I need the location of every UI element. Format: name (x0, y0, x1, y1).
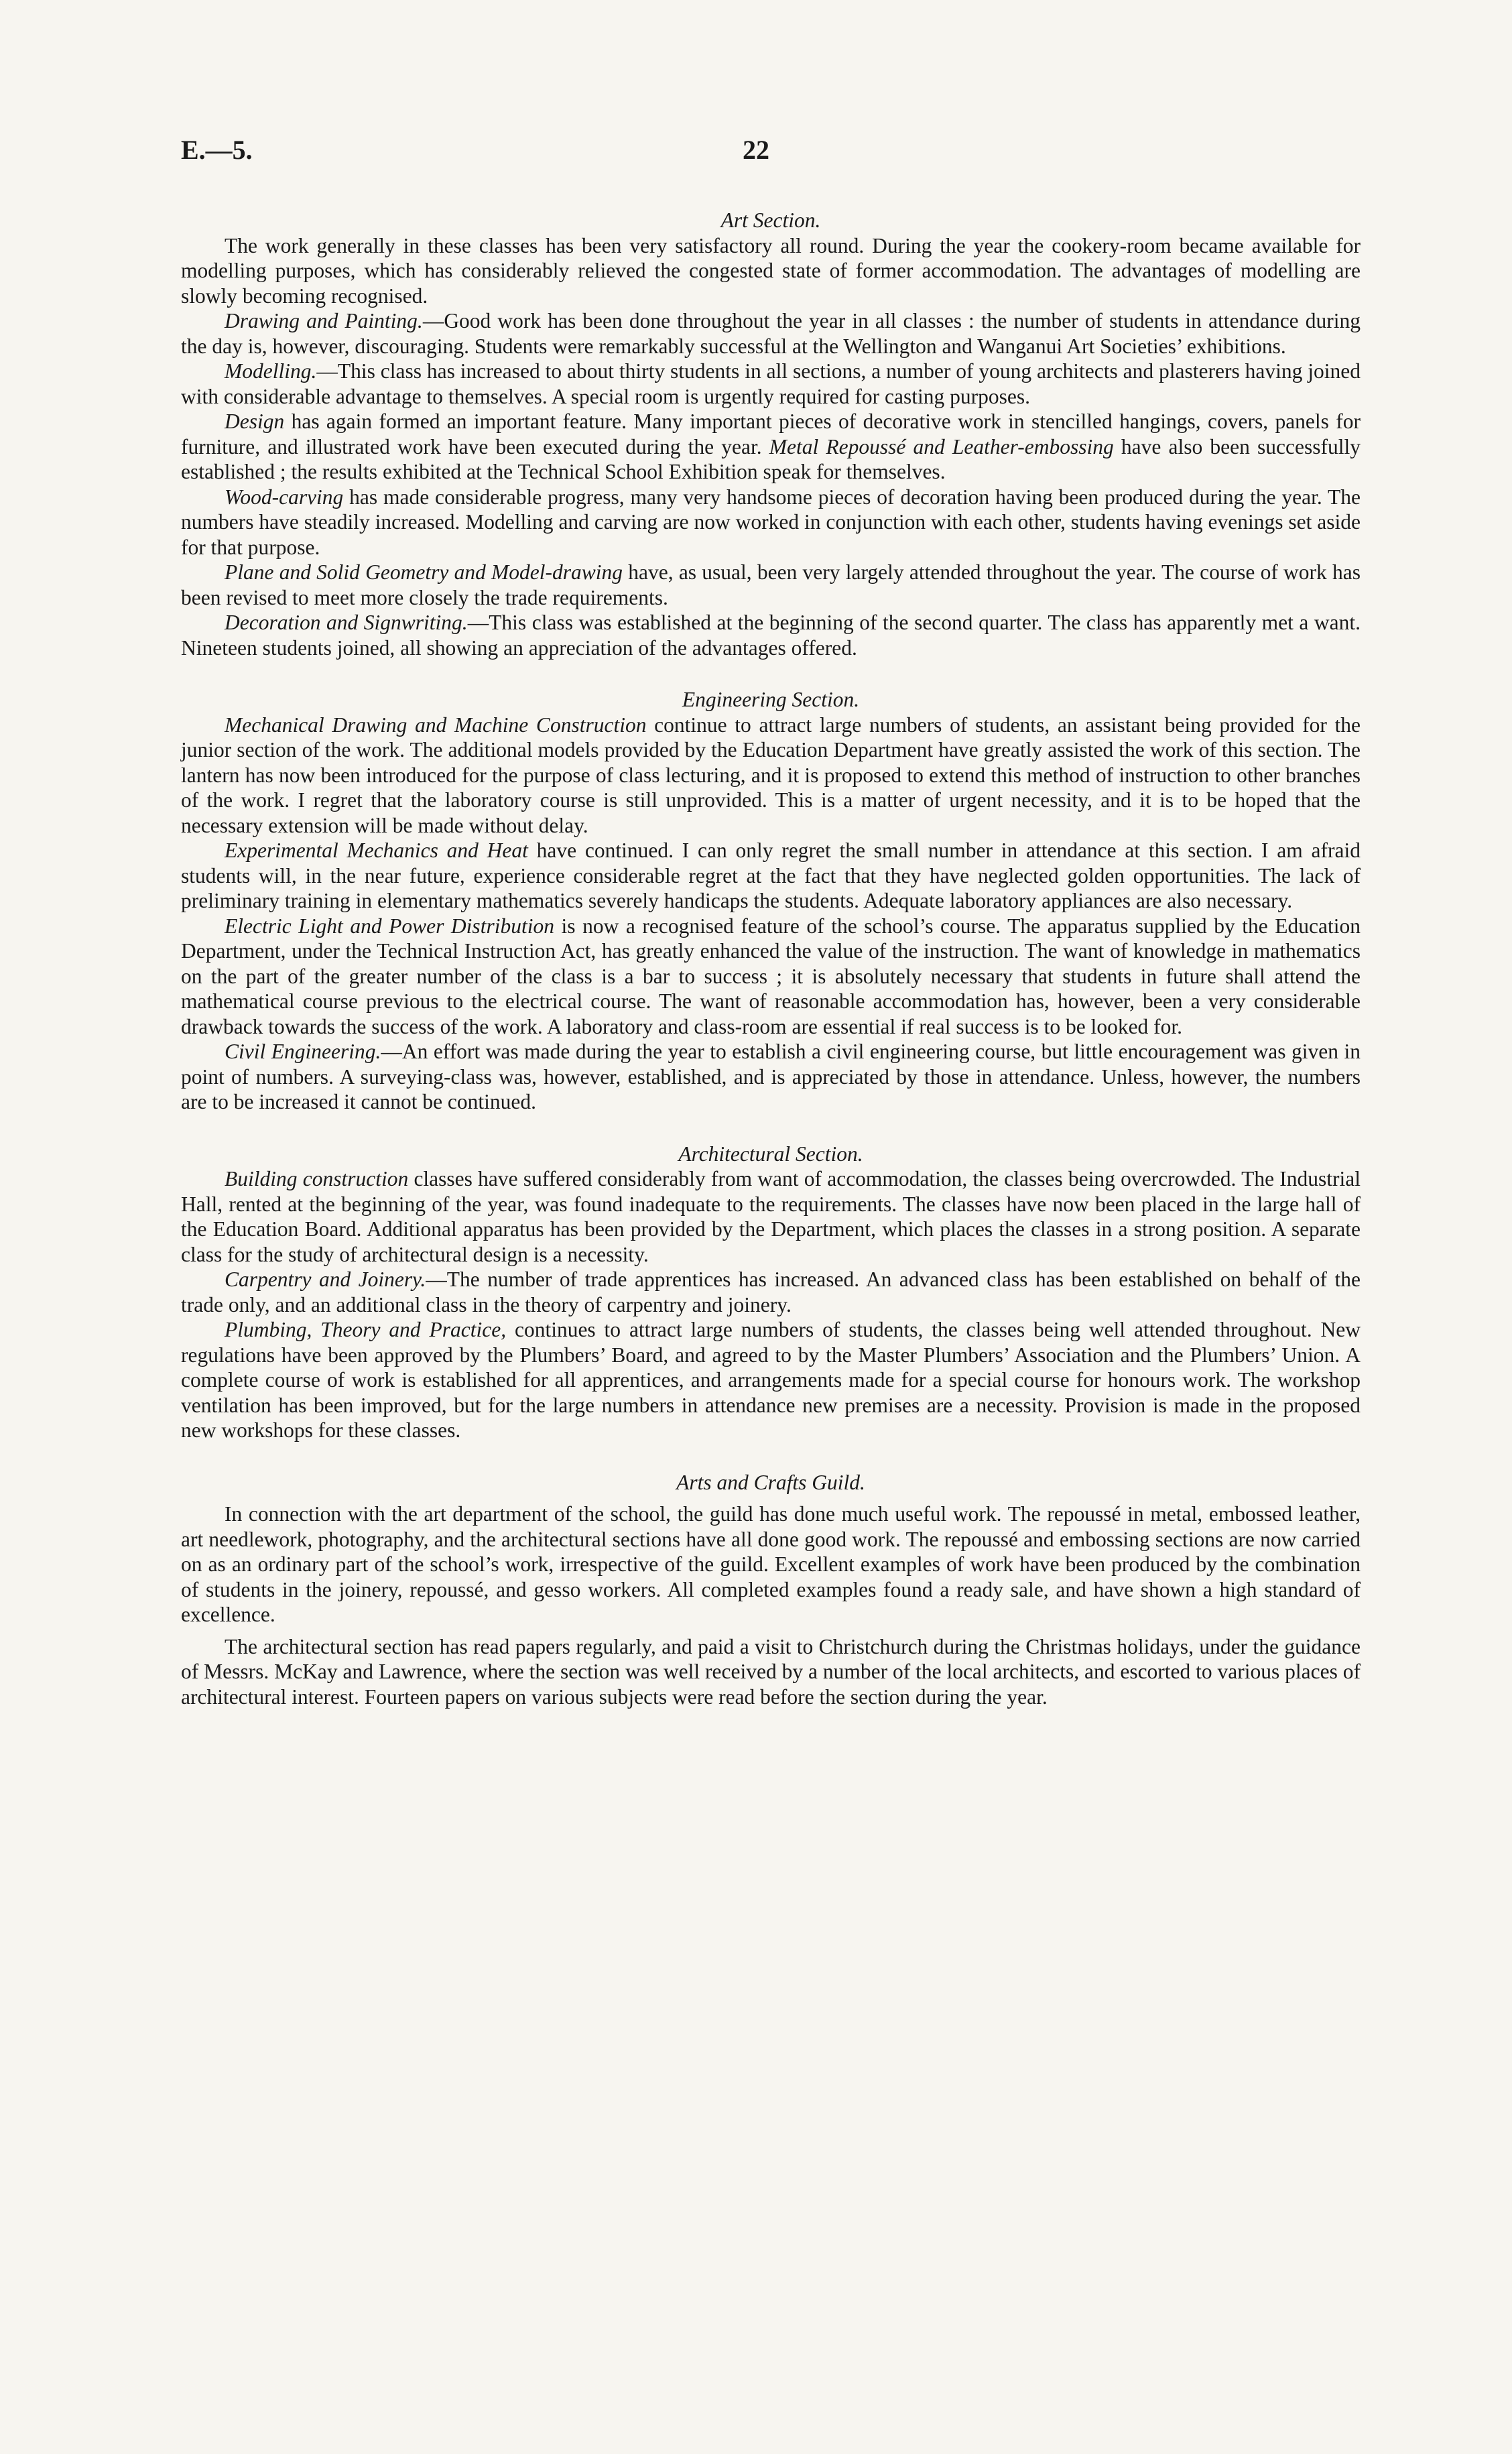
guild-section-heading: Arts and Crafts Guild. (676, 1470, 865, 1494)
engineering-paragraph: Civil Engineering.—An effort was made during the year to establish a civil engineering course, but little encouragement was given in point of numbers. A surveying-class was, however, established, and is appreciated by those in attendance. Unless, however, the numbers are to be increased it cannot be continued. (181, 1040, 1361, 1113)
page-body (181, 134, 1361, 1709)
art-paragraph: Wood-carving has made considerable progress, many very handsome pieces of decoration having been produced during the year. The numbers have steadily increased. Modelling and carving are now worked in conjunction with each other, students having evenings set aside for that purpose. (181, 485, 1361, 559)
guild-paragraph: The architectural section has read papers regularly, and paid a visit to Christchurch during the Christmas holidays, under the guidance of Messrs. McKay and Lawrence, where the section was well received by a number of the local architects, and escorted to various places of architectural interest. Fourteen papers on various subjects were read before the section during the year. (181, 1634, 1361, 1709)
engineering-paragraph: Experimental Mechanics and Heat have continued. I can only regret the small number in attendance at this section. I am afraid students will, in the near future, experience considerable regret at the fact that they have neglected golden opportunities. The lack of preliminary training in elementary mathematics severely handicaps the students. Adequate laboratory appliances are also necessary. (181, 839, 1361, 912)
art-paragraph: Decoration and Signwriting.—This class was established at the beginning of the second quarter. The class has apparently met a want. Nineteen students joined, all showing an appreciation of the advantages offered. (181, 611, 1361, 660)
guild-paragraph: In connection with the art department of the school, the guild has done much useful work. The repoussé in metal, embossed leather, art needlework, photography, and the architectural sections have all done good work. The repoussé and embossing sections are now carried on as an ordinary part of the school’s work, irrespective of the guild. Excellent examples of work have been produced by the combination of students in the joinery, repoussé, and gesso workers. All completed examples found a ready sale, and have shown a high standard of excellence. (181, 1502, 1361, 1626)
architectural-paragraph: Building construction classes have suffered considerably from want of accommodation, the classes being overcrowded. The Industrial Hall, rented at the beginning of the year, was found inadequate to the requirements. The classes have now been placed in the large hall of the Education Board. Additional apparatus has been provided by the Department, which places the classes in a strong position. A separate class for the study of architectural design is a necessity. (181, 1167, 1361, 1266)
art-paragraph: Plane and Solid Geometry and Model-drawing have, as usual, been very largely attended throughout the year. The course of work has been revised to meet more closely the trade requirements. (181, 560, 1361, 609)
document-reference: E.—5. (181, 135, 253, 165)
art-paragraph: Modelling.—This class has increased to about thirty students in all sections, a number of young architects and plasterers having joined with considerable advantage to themselves. A special room is urgently required for casting purposes. (181, 359, 1361, 408)
art-paragraph: Drawing and Painting.—Good work has been done throughout the year in all classes : the number of students in attendance during the day is, however, discouraging. Students were remarkably successful at the Wellington and Wanganui Art Societies’ exhibitions. (181, 309, 1361, 358)
page-number: 22 (743, 135, 769, 165)
engineering-paragraph: Electric Light and Power Distribution is now a recognised feature of the school’s course. The apparatus supplied by the Education Department, under the Technical Instruction Act, has greatly enhanced the value of the instruction. The want of knowledge in mathematics on the part of the greater number of the class is a bar to success ; it is absolutely necessary that students in future shall attend the mathematical course previous to the electrical course. The want of reasonable accommodation has, however, been a very considerable drawback towards the success of the work. A laboratory and class-room are essential if real success is to be looked for. (181, 914, 1361, 1038)
engineering-section-heading: Engineering Section. (682, 688, 860, 711)
architectural-paragraph: Carpentry and Joinery.—The number of trade apprentices has increased. An advanced class has been established on behalf of the trade only, and an additional class in the theory of carpentry and joinery. (181, 1268, 1361, 1316)
art-section-heading: Art Section. (720, 208, 821, 232)
architectural-section-heading: Architectural Section. (678, 1142, 863, 1166)
engineering-paragraph: Mechanical Drawing and Machine Construction continue to attract large numbers of students, an assistant being provided for the junior section of the work. The additional models provided by the Education Department have greatly assisted the work of this section. The lantern has now been introduced for the purpose of class lecturing, and it is proposed to extend this method of instruction to other branches of the work. I regret that the laboratory course is still unprovided. This is a matter of urgent necessity, and it is to be hoped that the necessary extension will be made without delay. (181, 713, 1361, 837)
art-paragraph: The work generally in these classes has been very satisfactory all round. During the year the cookery-room became available for modelling purposes, which has considerably relieved the congested state of former accommodation. The advantages of modelling are slowly becoming recognised. (181, 233, 1361, 308)
art-paragraph: Design has again formed an important feature. Many important pieces of decorative work in stencilled hangings, covers, panels for furniture, and illustrated work have been executed during the year. Metal Repoussé and Leather-embossing have also been successfully established ; the results exhibited at the Technical School Exhibition speak for themselves. (181, 410, 1361, 483)
architectural-paragraph: Plumbing, Theory and Practice, continues to attract large numbers of students, the classes being well attended throughout. New regulations have been approved by the Plumbers’ Board, and agreed to by the Master Plumbers’ Association and the Plumbers’ Union. A complete course of work is established for all apprentices, and arrangements made for a special course for honours work. The workshop ventilation has been improved, but for the large numbers in attendance new premises are a necessity. Provision is made in the proposed new workshops for these classes. (181, 1318, 1361, 1442)
